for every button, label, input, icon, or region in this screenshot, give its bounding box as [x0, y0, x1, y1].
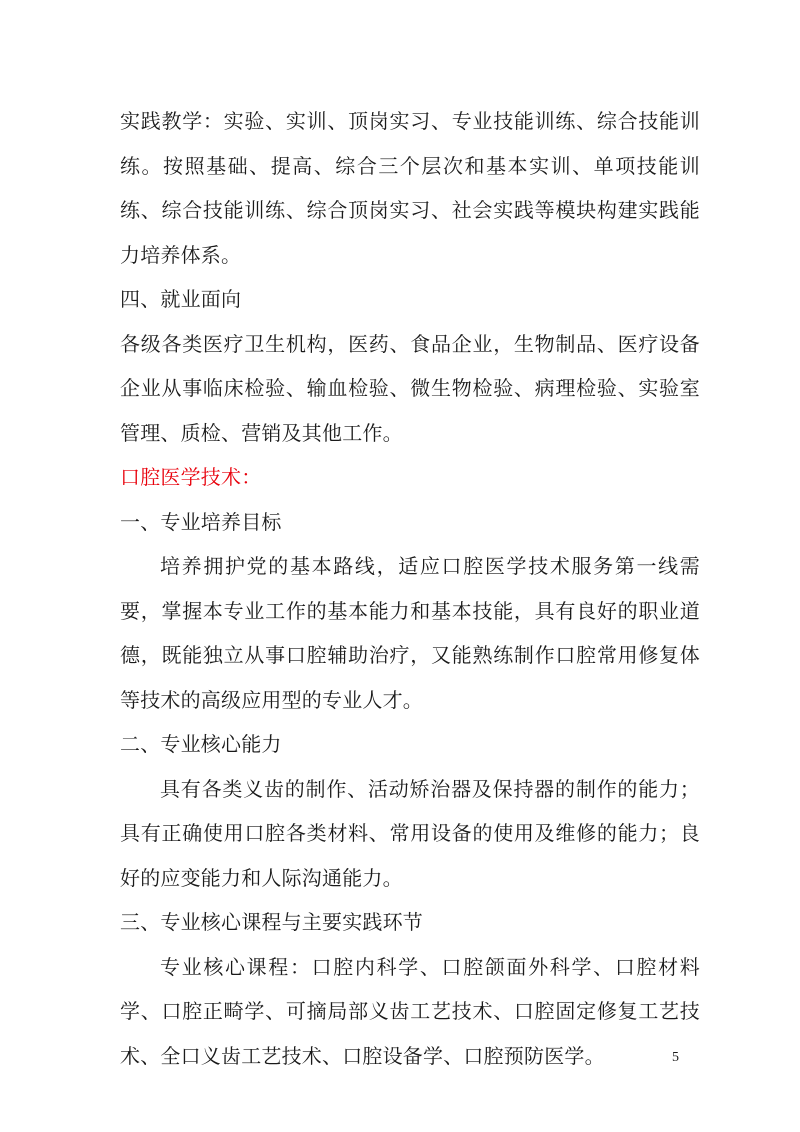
paragraph-practice-teaching: 实践教学：实验、实训、顶岗实习、专业技能训练、综合技能训练。按照基础、提高、综合三个层次和基本实训、单项技能训练、综合技能训练、综合顶岗实习、社会实践等模块构建实践能力培养体系。: [120, 109, 700, 267]
paragraph-employment-institutions: 各级各类医疗卫生机构，医药、食品企业，生物制品、医疗设备企业从事临床检验、输血检验、微生物检验、病理检验、实验室管理、质检、营销及其他工作。: [120, 331, 700, 445]
heading-core-courses: 三、专业核心课程与主要实践环节: [120, 910, 423, 934]
page-number: 5: [672, 1050, 679, 1065]
heading-employment-direction: 四、就业面向: [120, 287, 242, 311]
paragraph-core-courses: 专业核心课程：口腔内科学、口腔颌面外科学、口腔材料学、口腔正畸学、可摘局部义齿工艺技术、口腔固定修复工艺技术、全口义齿工艺技术、口腔设备学、口腔预防医学。: [120, 954, 700, 1068]
heading-core-competence: 二、专业核心能力: [120, 732, 282, 756]
paragraph-core-competence: 具有各类义齿的制作、活动矫治器及保持器的制作的能力；具有正确使用口腔各类材料、常用设备的使用及维修的能力；良好的应变能力和人际沟通能力。: [120, 776, 700, 890]
heading-training-objective: 一、专业培养目标: [120, 509, 282, 534]
paragraph-training-objective: 培养拥护党的基本路线，适应口腔医学技术服务第一线需要，掌握本专业工作的基本能力和基本技能，具有良好的职业道德，既能独立从事口腔辅助治疗，又能熟练制作口腔常用修复体等技术的高级应用型的专业人才。: [120, 554, 700, 712]
document-body: [120, 99, 700, 1078]
section-title-oral-medical-technology: 口腔医学技术：: [120, 465, 262, 489]
